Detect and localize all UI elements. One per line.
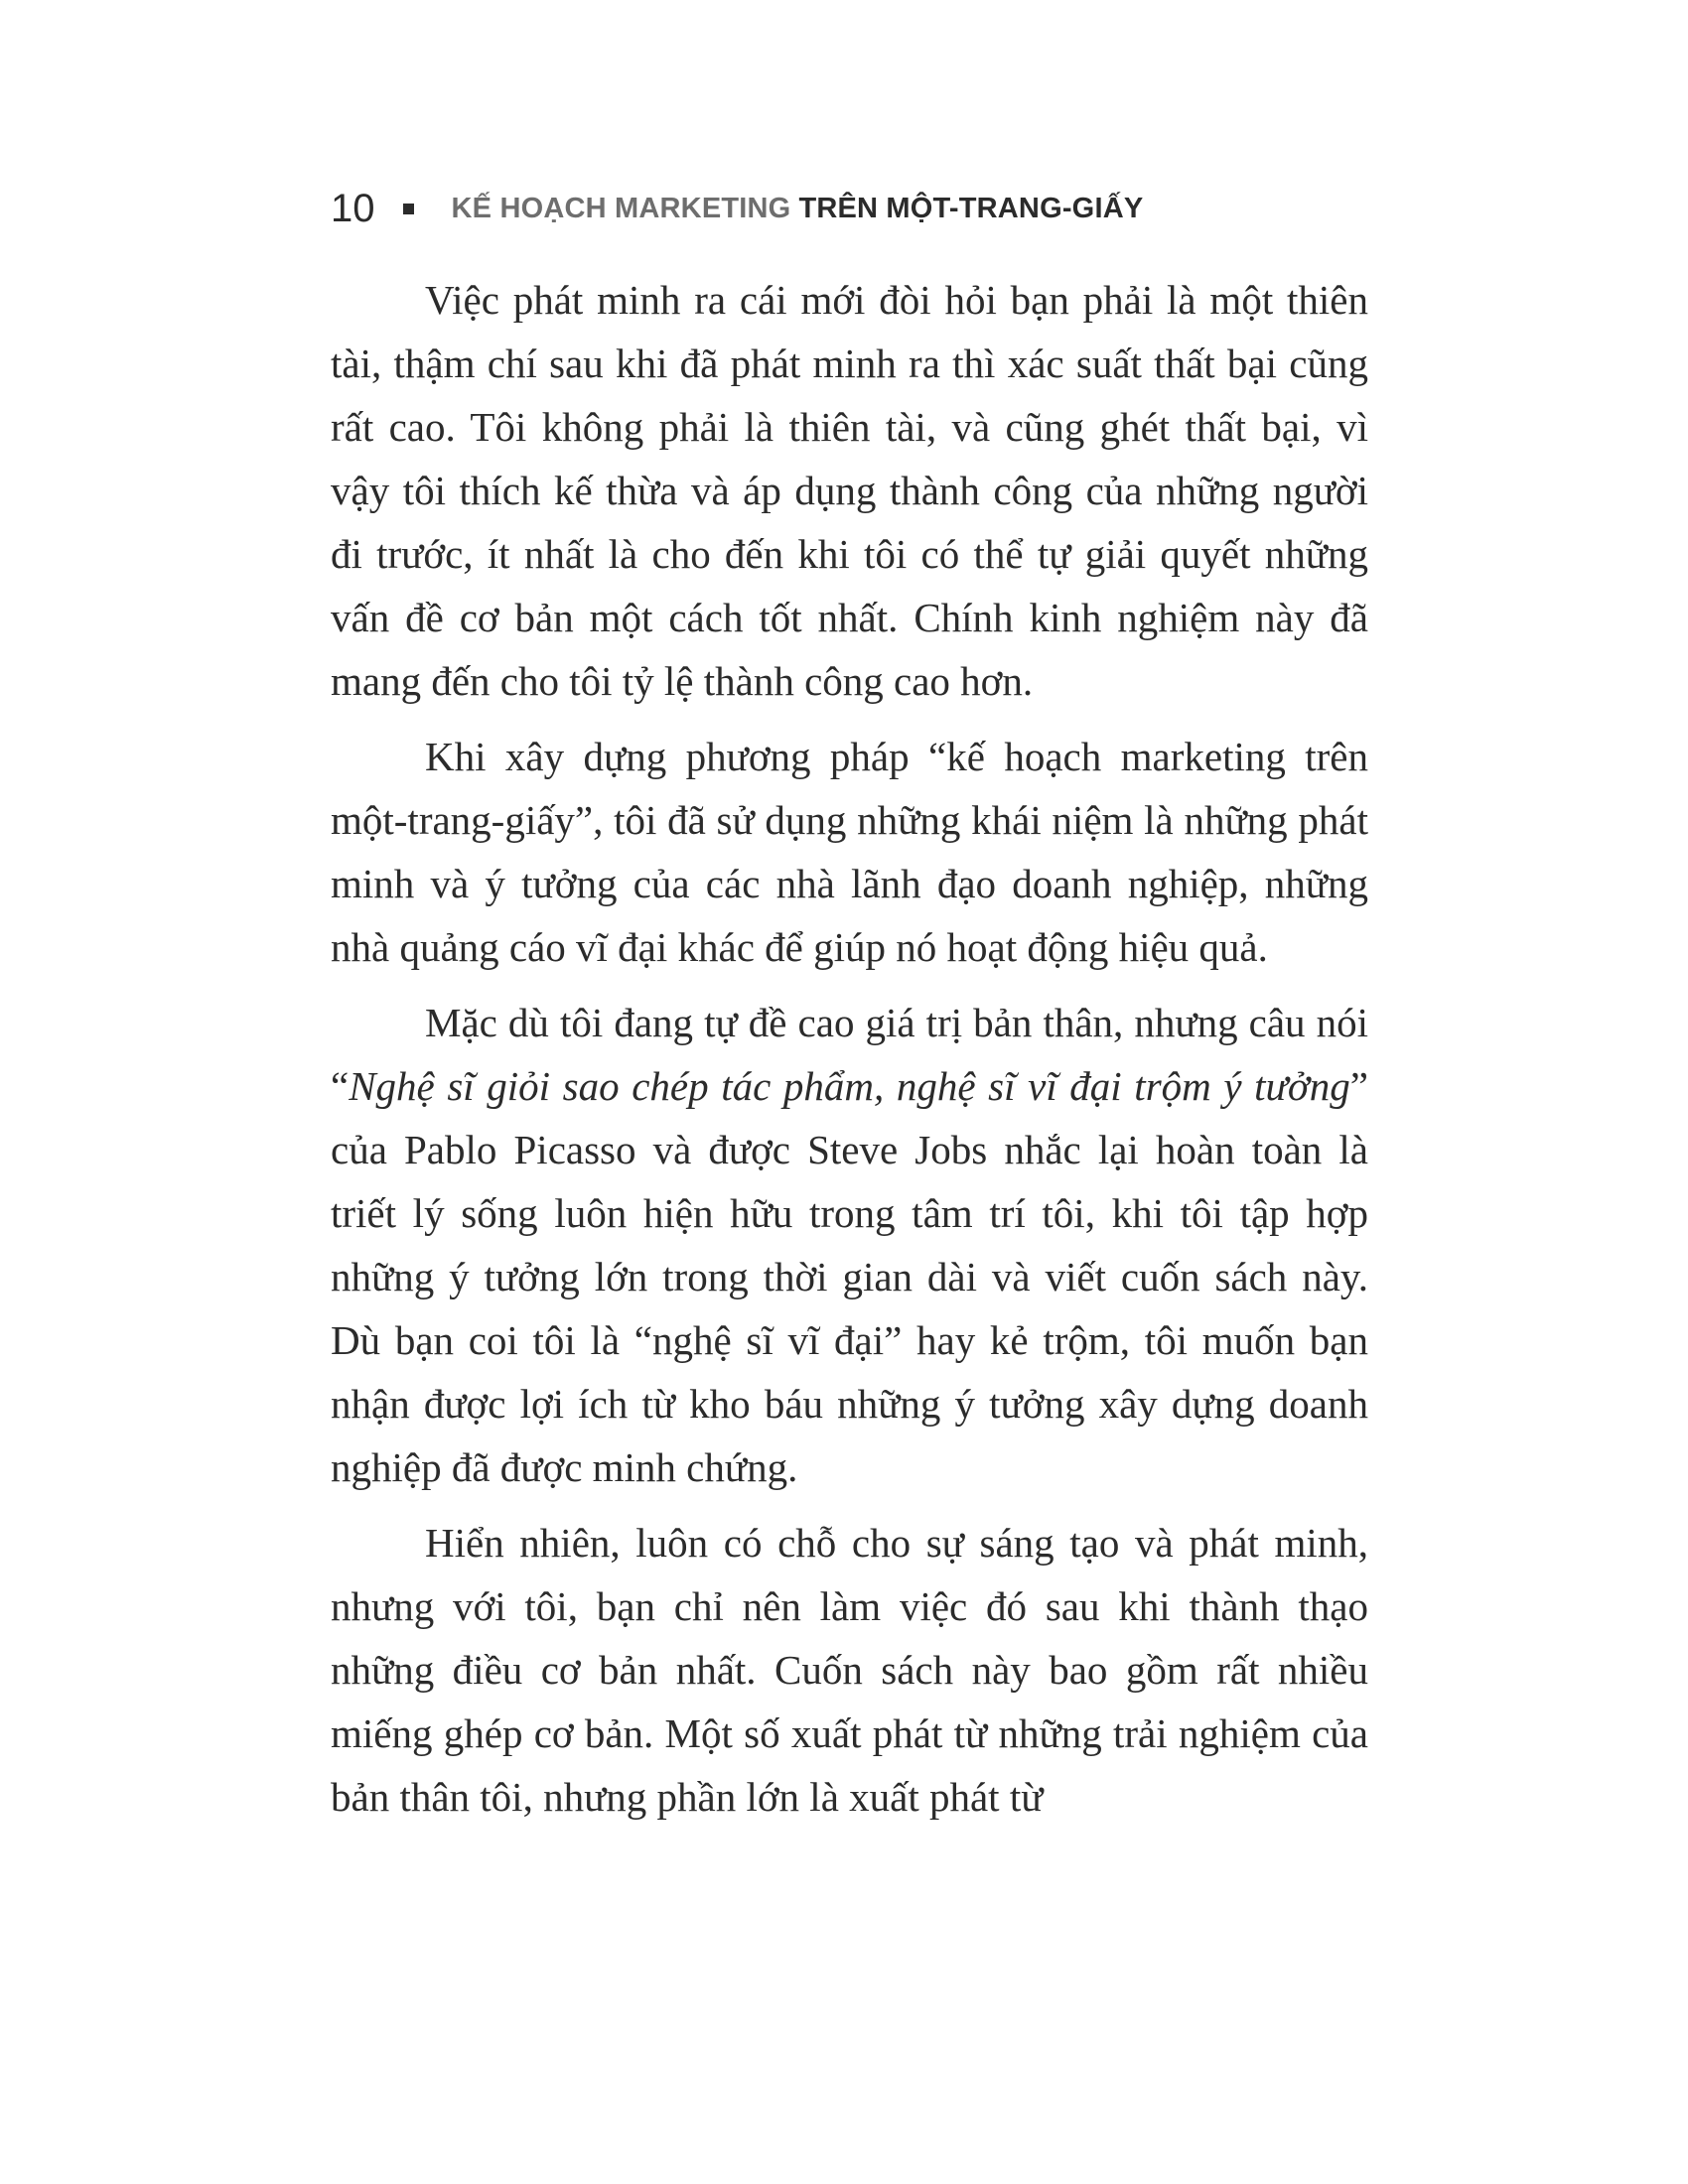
paragraph-1: Việc phát minh ra cái mới đòi hỏi bạn phải là một thiên tài, thậm chí sau khi đã phát minh ra thì xác suất thất bại cũng rất cao. Tôi không phải là thiên tài, và cũng ghét thất bại, vì vậy tôi thích kế thừa và áp dụng thành công của những người đi trước, ít nhất là cho đến khi tôi có thể tự giải quyết những vấn đề cơ bản một cách tốt nhất. Chính kinh nghiệm này đã mang đến cho tôi tỷ lệ thành công cao hơn. xyxy=(331,277,1368,704)
book-title-part1: KẾ HOẠCH MARKETING xyxy=(451,192,791,224)
paragraph-2: Khi xây dựng phương pháp “kế hoạch marketing trên một-trang-giấy”, tôi đã sử dụng những khái niệm là những phát minh và ý tưởng của các nhà lãnh đạo doanh nghiệp, những nhà quảng cáo vĩ đại khác để giúp nó hoạt động hiệu quả. xyxy=(331,734,1368,970)
running-header xyxy=(331,179,1143,238)
body-text xyxy=(331,268,1368,1841)
header-bullet-icon xyxy=(403,204,414,214)
book-title-part2: TRÊN MỘT-TRANG-GIẤY xyxy=(798,192,1144,224)
paragraph-3-lead: Mặc dù tôi đang tự đề cao giá trị bản thân, nhưng câu nói “ xyxy=(331,1000,1368,1109)
paragraph-3-rest: ” của Pablo Picasso và được Steve Jobs nhắc lại hoàn toàn là triết lý sống luôn hiện hữu trong tâm trí tôi, khi tôi tập hợp những ý tưởng lớn trong thời gian dài và viết cuốn sách này. Dù bạn coi tôi là “nghệ sĩ vĩ đại” hay kẻ trộm, tôi muốn bạn nhận được lợi ích từ kho báu những ý tưởng xây dựng doanh nghiệp đã được minh chứng. xyxy=(331,1063,1368,1490)
paragraph-4: Hiển nhiên, luôn có chỗ cho sự sáng tạo và phát minh, nhưng với tôi, bạn chỉ nên làm việc đó sau khi thành thạo những điều cơ bản nhất. Cuốn sách này bao gồm rất nhiều miếng ghép cơ bản. Một số xuất phát từ những trải nghiệm của bản thân tôi, nhưng phần lớn là xuất phát từ xyxy=(331,1520,1368,1820)
picasso-quote: Nghệ sĩ giỏi sao chép tác phẩm, nghệ sĩ vĩ đại trộm ý tưởng xyxy=(349,1063,1350,1109)
page-number: 10 xyxy=(331,186,375,230)
paragraph-3 xyxy=(331,991,1368,1499)
